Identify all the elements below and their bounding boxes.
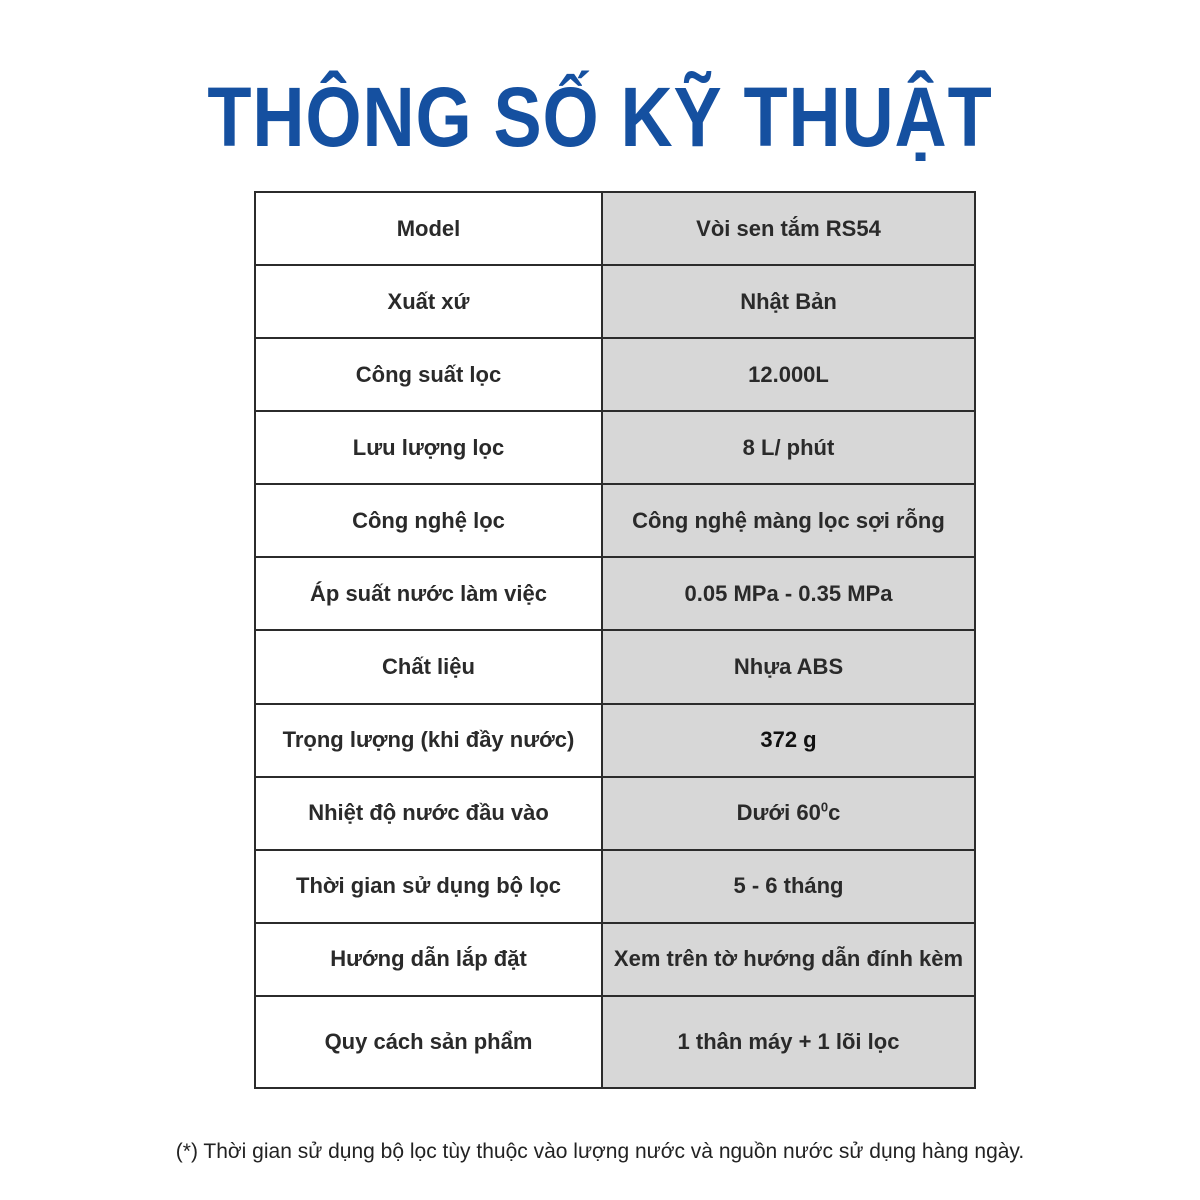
spec-row-inlet-temperature: [255, 777, 975, 850]
spec-value: Vòi sen tắm RS54: [602, 192, 975, 265]
spec-row-material: [255, 630, 975, 703]
spec-label: Lưu lượng lọc: [255, 411, 602, 484]
spec-row-working-pressure: [255, 557, 975, 630]
spec-row-installation-guide: [255, 923, 975, 996]
spec-row-origin: [255, 265, 975, 338]
spec-label: Quy cách sản phẩm: [255, 996, 602, 1088]
spec-value: 12.000L: [602, 338, 975, 411]
spec-row-filter-technology: [255, 484, 975, 557]
spec-value: 372 g: [602, 704, 975, 777]
spec-label: Áp suất nước làm việc: [255, 557, 602, 630]
spec-row-filter-lifetime: [255, 850, 975, 923]
spec-label: Công suất lọc: [255, 338, 602, 411]
footnote: (*) Thời gian sử dụng bộ lọc tùy thuộc vào lượng nước và nguồn nước sử dụng hàng ngày.: [175, 1140, 1025, 1163]
spec-value: 8 L/ phút: [602, 411, 975, 484]
spec-value: 0.05 MPa - 0.35 MPa: [602, 557, 975, 630]
spec-value: Xem trên tờ hướng dẫn đính kèm: [602, 923, 975, 996]
spec-row-filter-capacity: [255, 338, 975, 411]
temperature-unit: c: [828, 800, 841, 826]
spec-label: Trọng lượng (khi đầy nước): [255, 704, 602, 777]
spec-label: Xuất xứ: [255, 265, 602, 338]
page-title: THÔNG SỐ KỸ THUẬT: [207, 70, 993, 164]
spec-row-package-contents: [255, 996, 975, 1088]
spec-label: Công nghệ lọc: [255, 484, 602, 557]
spec-row-model: [255, 192, 975, 265]
temperature-value: Dưới 60: [736, 800, 821, 826]
spec-value: 5 - 6 tháng: [602, 850, 975, 923]
spec-label: Chất liệu: [255, 630, 602, 703]
spec-value: Công nghệ màng lọc sợi rỗng: [602, 484, 975, 557]
spec-value: Nhật Bản: [602, 265, 975, 338]
spec-value: [602, 777, 975, 850]
spec-label: Thời gian sử dụng bộ lọc: [255, 850, 602, 923]
spec-label: Nhiệt độ nước đầu vào: [255, 777, 602, 850]
spec-label: Hướng dẫn lắp đặt: [255, 923, 602, 996]
spec-label: Model: [255, 192, 602, 265]
spec-row-flow-rate: [255, 411, 975, 484]
spec-table: [254, 191, 976, 1089]
spec-value: Nhựa ABS: [602, 630, 975, 703]
degree-superscript: 0: [820, 799, 829, 815]
spec-row-weight: [255, 704, 975, 777]
spec-value: 1 thân máy + 1 lõi lọc: [602, 996, 975, 1088]
